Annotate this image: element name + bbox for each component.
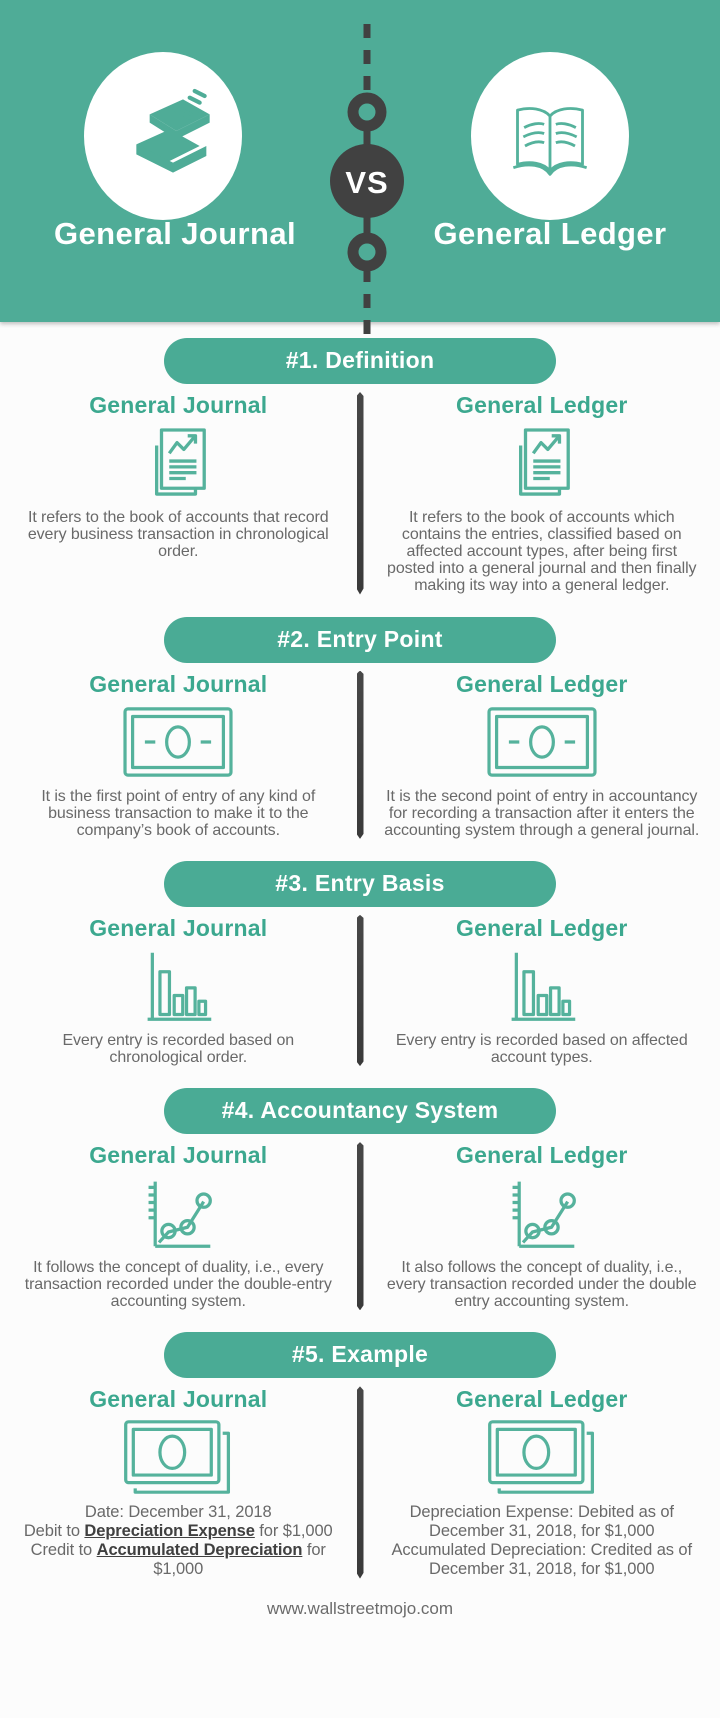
section-pill: #3. Entry Basis [164,861,556,907]
column-divider [357,392,364,595]
banknote-icon [487,707,597,777]
journal-main-title: General Journal [53,216,297,251]
depreciation-expense-term: Depreciation Expense [84,1522,255,1541]
ledger-column [364,1142,720,1310]
ledger-column-heading: General Ledger [455,392,628,418]
credit-prefix: Credit to [30,1541,97,1560]
banknote-icon [123,707,233,777]
open-book-icon [500,93,600,179]
footer [0,1599,720,1619]
books-stack-icon [113,86,213,186]
journal-accountancy-text: It follows the concept of duality, i.e., every transaction recorded under the double-entry accounting system. [24,1259,332,1311]
section-pill: #2. Entry Point [164,617,556,663]
line-chart-icon [504,1172,580,1254]
journal-column [0,671,357,839]
accumulated-depreciation-term: Accumulated Depreciation [96,1541,303,1560]
journal-definition-text: It refers to the book of accounts that record every business transaction in chronological order. [27,509,329,561]
ledger-debit-line: Depreciation Expense: Debited as of December 31, 2018, for $1,000 [409,1503,674,1541]
ledger-definition-text: It refers to the book of accounts which contains the entries, classified based on affected account types, after being first posted into a general journal and then finally making its way into a general ledger. [387,509,697,595]
journal-column-heading: General Journal [89,670,268,697]
column-divider [357,1142,364,1310]
section-pill: #4. Accountancy System [164,1088,556,1134]
footer-link[interactable]: www.wallstreetmojo.com [266,1598,454,1618]
journal-column [0,1142,357,1310]
journal-column-heading: General Journal [89,1386,268,1413]
ledger-entry-point-text: It is the second point of entry in accountancy for recording a transaction after it enters the accounting system through a general journal. [384,787,700,839]
section-example [0,1332,720,1594]
credit-suffix: for $1,000 [153,1541,326,1578]
money-stack-icon [484,1416,600,1498]
chain-ring-bottom-icon [353,238,381,266]
journal-column [0,392,357,595]
ledger-column [364,915,720,1066]
journal-example-text [18,1503,338,1578]
ledger-hero-circle [471,52,629,220]
example-credit-line [18,1541,338,1579]
section-entry-basis [0,861,720,1082]
ledger-main-title: General Ledger [433,216,667,251]
ledger-credit-line: Accumulated Depreciation: Credited as of December 31, 2018, for $1,000 [391,1541,692,1578]
section-definition [0,338,720,611]
ledger-column [364,1386,720,1578]
column-divider [357,915,364,1066]
header-banner [0,0,720,322]
document-chart-icon [145,424,211,502]
ledger-column [364,671,720,839]
journal-column [0,915,357,1066]
journal-column-heading: General Journal [89,1142,268,1169]
example-debit-line [18,1522,338,1541]
chain-ring-top-icon [353,98,381,126]
ledger-example-text [382,1503,702,1578]
ledger-column-heading: General Ledger [455,1386,628,1413]
journal-column [0,1386,357,1578]
section-entry-point [0,617,720,855]
debit-suffix: for $1,000 [254,1522,333,1541]
ledger-accountancy-text: It also follows the concept of duality, i.e., every transaction recorded under the double entry accounting system. [386,1259,697,1311]
ledger-column-heading: General Ledger [455,914,628,941]
ledger-column-heading: General Ledger [455,670,628,697]
journal-entry-basis-text: Every entry is recorded based on chronological order. [62,1031,295,1066]
section-accountancy-system [0,1088,720,1326]
journal-column-heading: General Journal [89,914,268,941]
ledger-column-heading: General Ledger [455,1142,628,1169]
journal-hero-circle [84,52,242,220]
journal-column-heading: General Journal [89,392,268,418]
column-divider [357,671,364,839]
ledger-entry-basis-text: Every entry is recorded based on affected account types. [395,1031,688,1066]
money-stack-icon [120,1416,236,1498]
journal-entry-point-text: It is the first point of entry of any kind of business transaction to make it to the company’s book of accounts. [41,787,316,839]
bar-chart-icon [140,945,216,1027]
document-chart-icon [509,424,575,502]
ledger-column [364,392,720,595]
example-date-line: Date: December 31, 2018 [84,1503,272,1522]
section-pill: #1. Definition [164,338,556,384]
column-divider [357,1386,364,1578]
vs-divider [330,0,404,342]
debit-prefix: Debit to [23,1522,85,1541]
vs-label: VS [345,165,389,200]
line-chart-icon [140,1172,216,1254]
section-pill: #5. Example [164,1332,556,1378]
bar-chart-icon [504,945,580,1027]
